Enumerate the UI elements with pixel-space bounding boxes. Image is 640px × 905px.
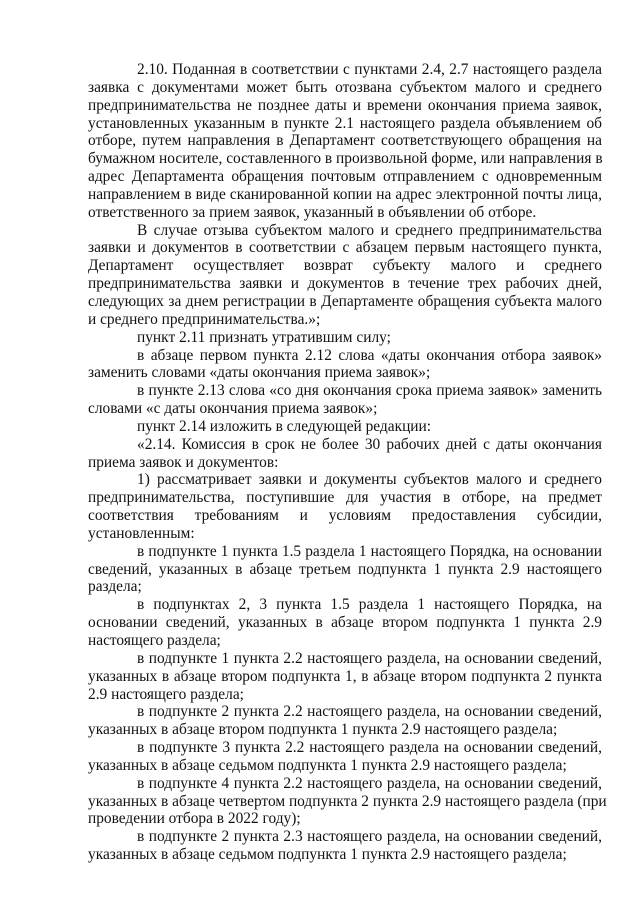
para-sub-2-2-3 <box>88 828 602 864</box>
para-sub-1-1-5 <box>88 543 602 597</box>
text-line: соответствия требованиям и условиям предоставления субсидии, <box>88 507 602 525</box>
text-line: отборе, путем направления в Департамент соответствующего обращения на <box>88 132 602 150</box>
para-2-13 <box>88 382 602 418</box>
text-line: «2.14. Комиссия в срок не более 30 рабочих дней с даты окончания <box>137 435 602 453</box>
para-otzyv <box>88 222 602 329</box>
text-line: заявка с документами может быть отозвана субъектом малого и среднего <box>88 78 602 96</box>
text-line: предпринимательства, поступившие для участия в отборе, на предмет <box>88 489 602 507</box>
text-line: 2.9 настоящего раздела; <box>88 685 244 703</box>
text-line: пункт 2.14 изложить в следующей редакции: <box>137 417 432 435</box>
para-sub-4-2-2 <box>88 774 607 829</box>
text-line: пункт 2.11 признать утратившим силу; <box>137 328 391 346</box>
para-2-11 <box>88 329 602 347</box>
text-line: в абзаце первом пункта 2.12 слова «даты окончания отбора заявок» <box>137 346 602 364</box>
text-line: в подпункте 3 пункта 2.2 настоящего раздела на основании сведений, <box>137 739 602 757</box>
text-line: предпринимательства не позднее даты и времени окончания приема заявок, <box>88 96 602 114</box>
para-sub-2-2-2 <box>88 703 602 739</box>
text-line: указанных в абзаце втором подпункта 1 пункта 2.9 настоящего раздела; <box>88 721 558 739</box>
text-line: приема заявок и документов: <box>88 453 279 471</box>
text-line: в подпункте 2 пункта 2.2 настоящего раздела, на основании сведений, <box>137 703 602 721</box>
para-2-10 <box>88 61 602 222</box>
text-line: настоящего раздела; <box>88 632 221 649</box>
text-line: установленных указанным в пункте 2.1 настоящего раздела объявлением об <box>88 114 602 132</box>
text-line: указанных в абзаце втором подпункта 1, в абзаце втором подпункта 2 пункта <box>88 667 602 685</box>
text-line: бумажном носителе, составленного в произвольной форме, или направления в <box>88 150 603 168</box>
text-line: В случае отзыва субъектом малого и среднего предпринимательства <box>137 221 602 239</box>
text-line: Департамент осуществляет возврат субъекту малого и среднего <box>88 257 602 275</box>
text-line: проведении отбора в 2022 году); <box>88 810 301 828</box>
text-line: направлением в виде сканированной копии на адрес электронной почты лица, <box>88 185 602 203</box>
document-page <box>88 61 607 864</box>
text-line: указанных в абзаце четвертом подпункта 2 пункта 2.9 настоящего раздела (при <box>88 792 607 810</box>
text-line: в пункте 2.13 слова «со дня окончания срока приема заявок» заменить <box>137 382 602 400</box>
para-sub-1-2-2 <box>88 650 602 704</box>
text-line: установленным: <box>88 524 195 542</box>
text-line: основании сведений, указанных в абзаце втором подпункта 1 пункта 2.9 <box>88 614 602 632</box>
text-line: и среднего предпринимательства.»; <box>88 310 321 328</box>
text-line: сведений, указанных в абзаце третьем подпункта 1 пункта 2.9 настоящего <box>88 560 602 578</box>
para-item-1 <box>88 471 602 542</box>
text-line: предпринимательства заявки и документов в течение трех рабочих дней, <box>88 275 602 293</box>
text-line: ответственного за прием заявок, указанный в объявлении об отборе. <box>88 203 537 221</box>
text-line: следующих за днем регистрации в Департаменте обращения субъекта малого <box>88 292 602 310</box>
para-2-14-intro <box>88 418 602 436</box>
text-line: раздела; <box>88 578 142 596</box>
text-line: в подпунктах 2, 3 пункта 1.5 раздела 1 настоящего Порядка, на <box>137 596 602 614</box>
text-line: 2.10. Поданная в соответствии с пунктами 2.4, 2.7 настоящего раздела <box>137 61 602 78</box>
para-sub-3-2-2 <box>88 739 602 775</box>
text-line: указанных в абзаце седьмом подпункта 1 пункта 2.9 настоящего раздела; <box>88 846 567 864</box>
text-line: заявки и документов в соответствии с абзацем первым настоящего пункта, <box>88 239 602 257</box>
para-sub-2-3-1-5 <box>88 596 602 650</box>
text-line: в подпункте 4 пункта 2.2 настоящего раздела, на основании сведений, <box>137 774 602 792</box>
text-line: словами «с даты окончания приема заявок»; <box>88 400 378 418</box>
para-2-12 <box>88 347 602 383</box>
text-line: в подпункте 2 пункта 2.3 настоящего раздела, на основании сведений, <box>137 828 602 846</box>
text-line: заменить словами «даты окончания приема заявок»; <box>88 364 431 382</box>
text-line: адрес Департамента обращения почтовым отправлением с одновременным <box>88 168 602 186</box>
text-line: в подпункте 1 пункта 2.2 настоящего раздела, на основании сведений, <box>137 649 602 667</box>
text-line: в подпункте 1 пункта 1.5 раздела 1 настоящего Порядка, на основании <box>137 542 602 560</box>
text-line: 1) рассматривает заявки и документы субъектов малого и среднего <box>137 471 602 489</box>
text-line: указанных в абзаце седьмом подпункта 1 пункта 2.9 настоящего раздела; <box>88 756 567 774</box>
para-2-14 <box>88 436 602 472</box>
